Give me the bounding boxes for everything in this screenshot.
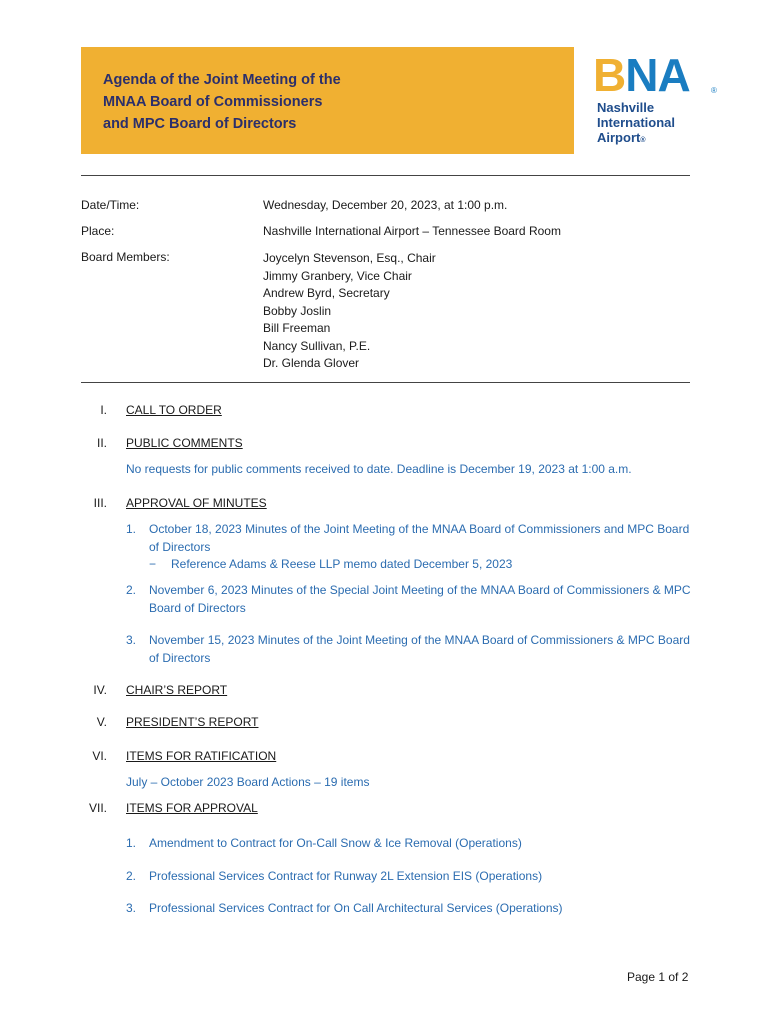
public-comments-note: No requests for public comments received to date. Deadline is December 19, 2023 at 1:00 a.m.: [126, 462, 632, 476]
minutes-item: 2. November 6, 2023 Minutes of the Special Joint Meeting of the MNAA Board of Commissioners & MPC Board of Directors: [126, 583, 691, 615]
datetime-label: Date/Time:: [81, 198, 140, 212]
top-divider: [81, 175, 690, 176]
place-value: Nashville International Airport – Tennessee Board Room: [263, 224, 561, 238]
board-member: Bill Freeman: [263, 321, 331, 335]
bna-logo: [593, 49, 723, 152]
minutes-sub-item: − Reference Adams & Reese LLP memo dated December 5, 2023: [149, 557, 513, 571]
title-line-1: Agenda of the Joint Meeting of the: [103, 72, 341, 88]
registered-mark: ®: [711, 86, 717, 95]
section-heading-presidents-report: PRESIDENT’S REPORT: [126, 715, 259, 729]
board-member: Dr. Glenda Glover: [263, 356, 360, 370]
minutes-item: 1. October 18, 2023 Minutes of the Joint Meeting of the MNAA Board of Commissioners and MPC Board of Directors: [126, 522, 690, 554]
section-heading-call-to-order: CALL TO ORDER: [126, 403, 222, 417]
board-member: Bobby Joslin: [263, 303, 332, 318]
approval-item: 1. Amendment to Contract for On-Call Snow & Ice Removal (Operations): [126, 836, 522, 850]
datetime-value: Wednesday, December 20, 2023, at 1:00 p.m.: [263, 198, 508, 212]
title-line-2: MNAA Board of Commissioners: [103, 94, 323, 110]
approval-item: 3. Professional Services Contract for On Call Architectural Services (Operations): [126, 901, 563, 915]
minutes-item: 3. November 15, 2023 Minutes of the Joint Meeting of the MNAA Board of Commissioners & MPC Board of Directors: [126, 633, 690, 665]
board-members-list: [263, 250, 436, 373]
info-divider: [81, 382, 690, 383]
section-heading-chairs-report: CHAIR’S REPORT: [126, 683, 228, 697]
section-number: VII.: [88, 801, 107, 815]
title-banner: [81, 47, 574, 154]
bna-logo-wordmark: Nashville International Airport®: [597, 100, 676, 145]
ratification-note: July – October 2023 Board Actions – 19 items: [126, 775, 370, 789]
section-heading-approval-of-minutes: APPROVAL OF MINUTES: [126, 496, 267, 510]
board-member: Joycelyn Stevenson, Esq., Chair: [263, 251, 436, 265]
approval-item: 2. Professional Services Contract for Runway 2L Extension EIS (Operations): [126, 869, 543, 883]
board-member: Nancy Sullivan, P.E.: [263, 338, 371, 353]
section-number: II.: [96, 436, 107, 450]
section-heading-items-for-ratification: ITEMS FOR RATIFICATION: [126, 749, 277, 763]
section-heading-public-comments: PUBLIC COMMENTS: [126, 436, 243, 450]
place-label: Place:: [81, 224, 115, 238]
section-number: I.: [100, 403, 107, 417]
agenda-title: [103, 69, 341, 135]
bna-logo-mark: BNA: [593, 49, 690, 101]
board-member: Jimmy Granbery, Vice Chair: [263, 268, 412, 283]
section-number: VI.: [92, 749, 107, 763]
section-number: V.: [96, 715, 107, 729]
board-member: Andrew Byrd, Secretary: [263, 286, 390, 300]
title-line-3: and MPC Board of Directors: [103, 116, 297, 132]
section-heading-items-for-approval: ITEMS FOR APPROVAL: [126, 801, 258, 815]
page-number: Page 1 of 2: [627, 970, 689, 984]
board-members-label: Board Members:: [81, 250, 170, 264]
section-number: IV.: [93, 683, 107, 697]
section-number: III.: [93, 496, 107, 510]
